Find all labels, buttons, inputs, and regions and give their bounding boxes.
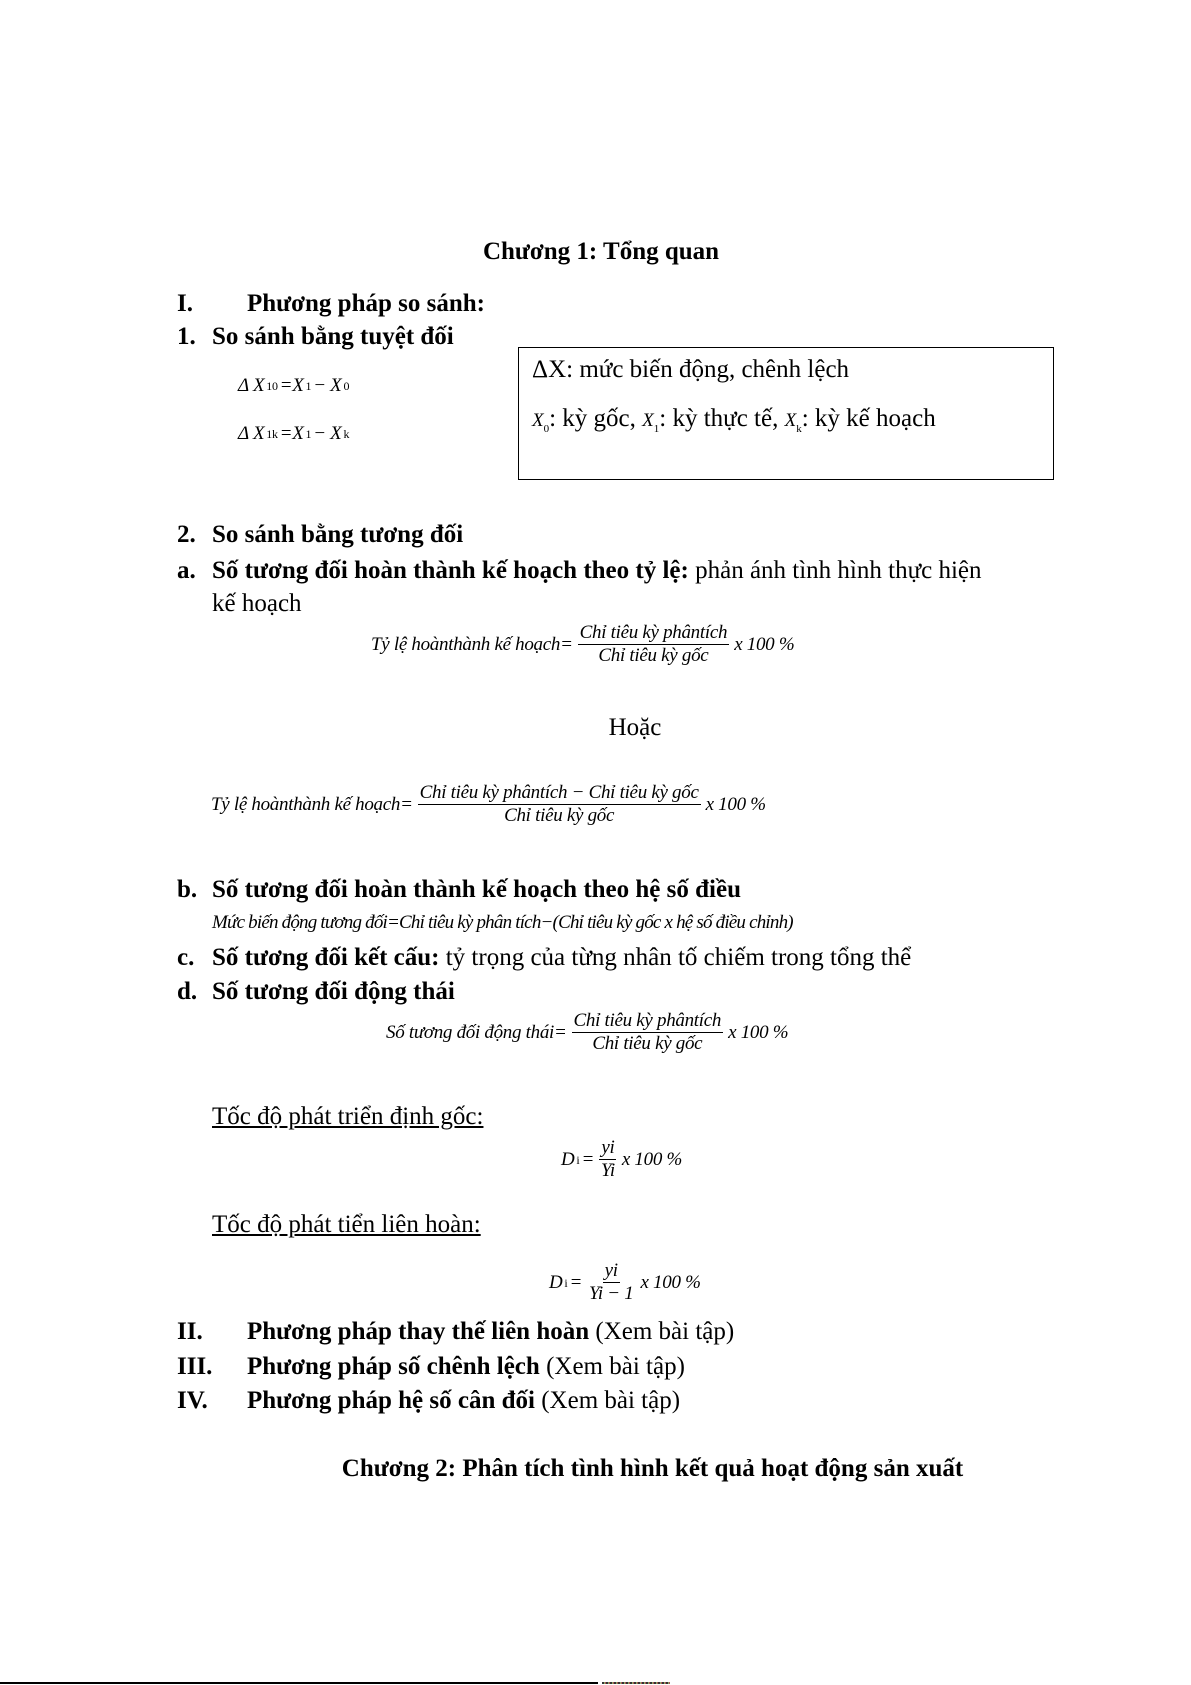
definition-box [518, 347, 1054, 480]
text: : kỳ thực tế, [659, 405, 785, 432]
denominator: Chỉ tiêu kỳ gốc [598, 645, 709, 666]
absolute-formula-2 [238, 422, 349, 446]
item-b-title: Số tương đối hoàn thành kế hoạch theo hệ số điều [212, 876, 741, 903]
denominator: Yi − 1 [589, 1283, 634, 1304]
section-note: (Xem bài tập) [539, 1353, 685, 1380]
subsection-title: So sánh bằng tương đối [212, 521, 464, 548]
chapter-2-title: Chương 2: Phân tích tình hình kết quả hoạt động sản xuất [341, 1455, 964, 1482]
formula-sub: i [564, 1275, 568, 1290]
item-a-heading [212, 556, 982, 586]
section-title: Phương pháp số chênh lệch [247, 1353, 540, 1380]
formula-tail: x 100 % [640, 1271, 701, 1293]
definition-periods [532, 404, 936, 444]
section-heading [247, 1386, 680, 1416]
item-desc: tỷ trọng của từng nhân tố chiếm trong tổng thể [439, 944, 912, 971]
formula-sub: 1 [305, 379, 312, 393]
section-number: I. [177, 290, 193, 317]
section-note: (Xem bài tập) [589, 1318, 735, 1345]
fixed-base-growth-formula [561, 1137, 682, 1182]
numerator: yi [601, 1137, 615, 1158]
denominator: Chỉ tiêu kỳ gốc [504, 805, 615, 826]
formula-part: − X [313, 423, 342, 444]
formula-eq: = [581, 1148, 594, 1170]
symbol-sub: 1 [653, 423, 660, 435]
section-title: Phương pháp so sánh: [247, 290, 485, 317]
section-title: Phương pháp hệ số cân đối [247, 1387, 535, 1414]
symbol-sub: 0 [543, 423, 550, 435]
absolute-formula-1 [238, 374, 349, 398]
relative-variation-formula: Mức biến động tương đối=Chỉ tiêu kỳ phân tích−(Chỉ tiêu kỳ gốc x hệ số điều chỉnh) [212, 912, 793, 933]
symbol: X [784, 410, 797, 431]
formula-lhs: Số tương đối động thái= [386, 1021, 567, 1043]
item-a-desc-cont: kế hoạch [212, 590, 302, 617]
formula-sub: 1 [305, 427, 312, 441]
formula-lhs: D [549, 1271, 563, 1293]
numerator: Chỉ tiêu kỳ phântích [579, 622, 728, 643]
item-letter: c. [177, 944, 195, 971]
denominator: Chỉ tiêu kỳ gốc [592, 1033, 703, 1054]
formula-lhs: Tỷ lệ hoànthành kế hoạch= [211, 793, 413, 815]
completion-ratio-formula-1 [371, 622, 794, 667]
page-bottom-dash [602, 1682, 670, 1684]
completion-ratio-formula-2 [211, 782, 766, 827]
or-label: Hoặc [608, 714, 662, 741]
formula-sub: 10 [266, 379, 278, 393]
chain-growth-formula [549, 1260, 701, 1305]
fixed-base-growth-label: Tốc độ phát triển định gốc: [212, 1103, 484, 1130]
page-bottom-rule [0, 1682, 598, 1684]
section-heading [247, 1352, 685, 1382]
formula-tail: x 100 % [705, 793, 766, 815]
text: : kỳ kế hoạch [801, 405, 936, 432]
formula-eq: = [569, 1271, 582, 1293]
formula-part: Δ X [238, 375, 265, 396]
item-letter: b. [177, 876, 198, 903]
formula-sub: i [576, 1152, 580, 1167]
definition-delta: ΔX: mức biến động, chênh lệch [532, 356, 850, 383]
formula-part: =X [279, 423, 304, 444]
formula-lhs: D [561, 1148, 575, 1170]
chapter-1-title: Chương 1: Tổng quan [482, 238, 720, 265]
section-number: II. [177, 1318, 203, 1345]
fraction [572, 1010, 724, 1055]
formula-part: − X [313, 375, 342, 396]
item-letter: d. [177, 978, 198, 1005]
item-letter: a. [177, 557, 196, 584]
symbol-sub: k [796, 423, 802, 435]
formula-sub: 1k [266, 427, 278, 441]
formula-tail: x 100 % [728, 1021, 789, 1043]
item-title: Số tương đối hoàn thành kế hoạch theo tỷ lệ: [212, 557, 689, 584]
fraction [587, 1260, 635, 1305]
numerator: yi [604, 1260, 618, 1281]
formula-lhs: Tỷ lệ hoànthành kế hoạch= [371, 633, 573, 655]
item-desc: phản ánh tình hình thực hiện [688, 557, 982, 584]
symbol: X [532, 410, 544, 431]
formula-part: Δ X [238, 423, 265, 444]
subsection-number: 2. [177, 521, 196, 548]
numerator: Chỉ tiêu kỳ phântích [573, 1010, 722, 1031]
formula-part: =X [279, 375, 304, 396]
subsection-number: 1. [177, 323, 196, 350]
section-title: Phương pháp thay thế liên hoàn [247, 1318, 590, 1345]
formula-sub: k [343, 427, 350, 441]
fraction [599, 1137, 617, 1182]
section-number: IV. [177, 1387, 208, 1414]
section-number: III. [177, 1353, 213, 1380]
fraction [418, 782, 701, 827]
denominator: Yi [601, 1160, 615, 1181]
text: : kỳ gốc, [549, 405, 643, 432]
symbol: X [642, 410, 654, 431]
item-c-heading [212, 943, 911, 973]
subsection-title: So sánh bằng tuyệt đối [212, 323, 454, 350]
fraction [578, 622, 730, 667]
formula-tail: x 100 % [734, 633, 795, 655]
formula-sub: 0 [343, 379, 350, 393]
numerator: Chỉ tiêu kỳ phântích − Chỉ tiêu kỳ gốc [419, 782, 699, 803]
item-title: Số tương đối kết cấu: [212, 944, 440, 971]
section-heading [247, 1317, 734, 1347]
dynamic-ratio-formula [386, 1010, 788, 1055]
item-d-title: Số tương đối động thái [212, 978, 455, 1005]
section-note: (Xem bài tập) [534, 1387, 681, 1414]
formula-tail: x 100 % [621, 1148, 683, 1170]
chain-growth-label: Tốc độ phát tiển liên hoàn: [212, 1211, 481, 1238]
